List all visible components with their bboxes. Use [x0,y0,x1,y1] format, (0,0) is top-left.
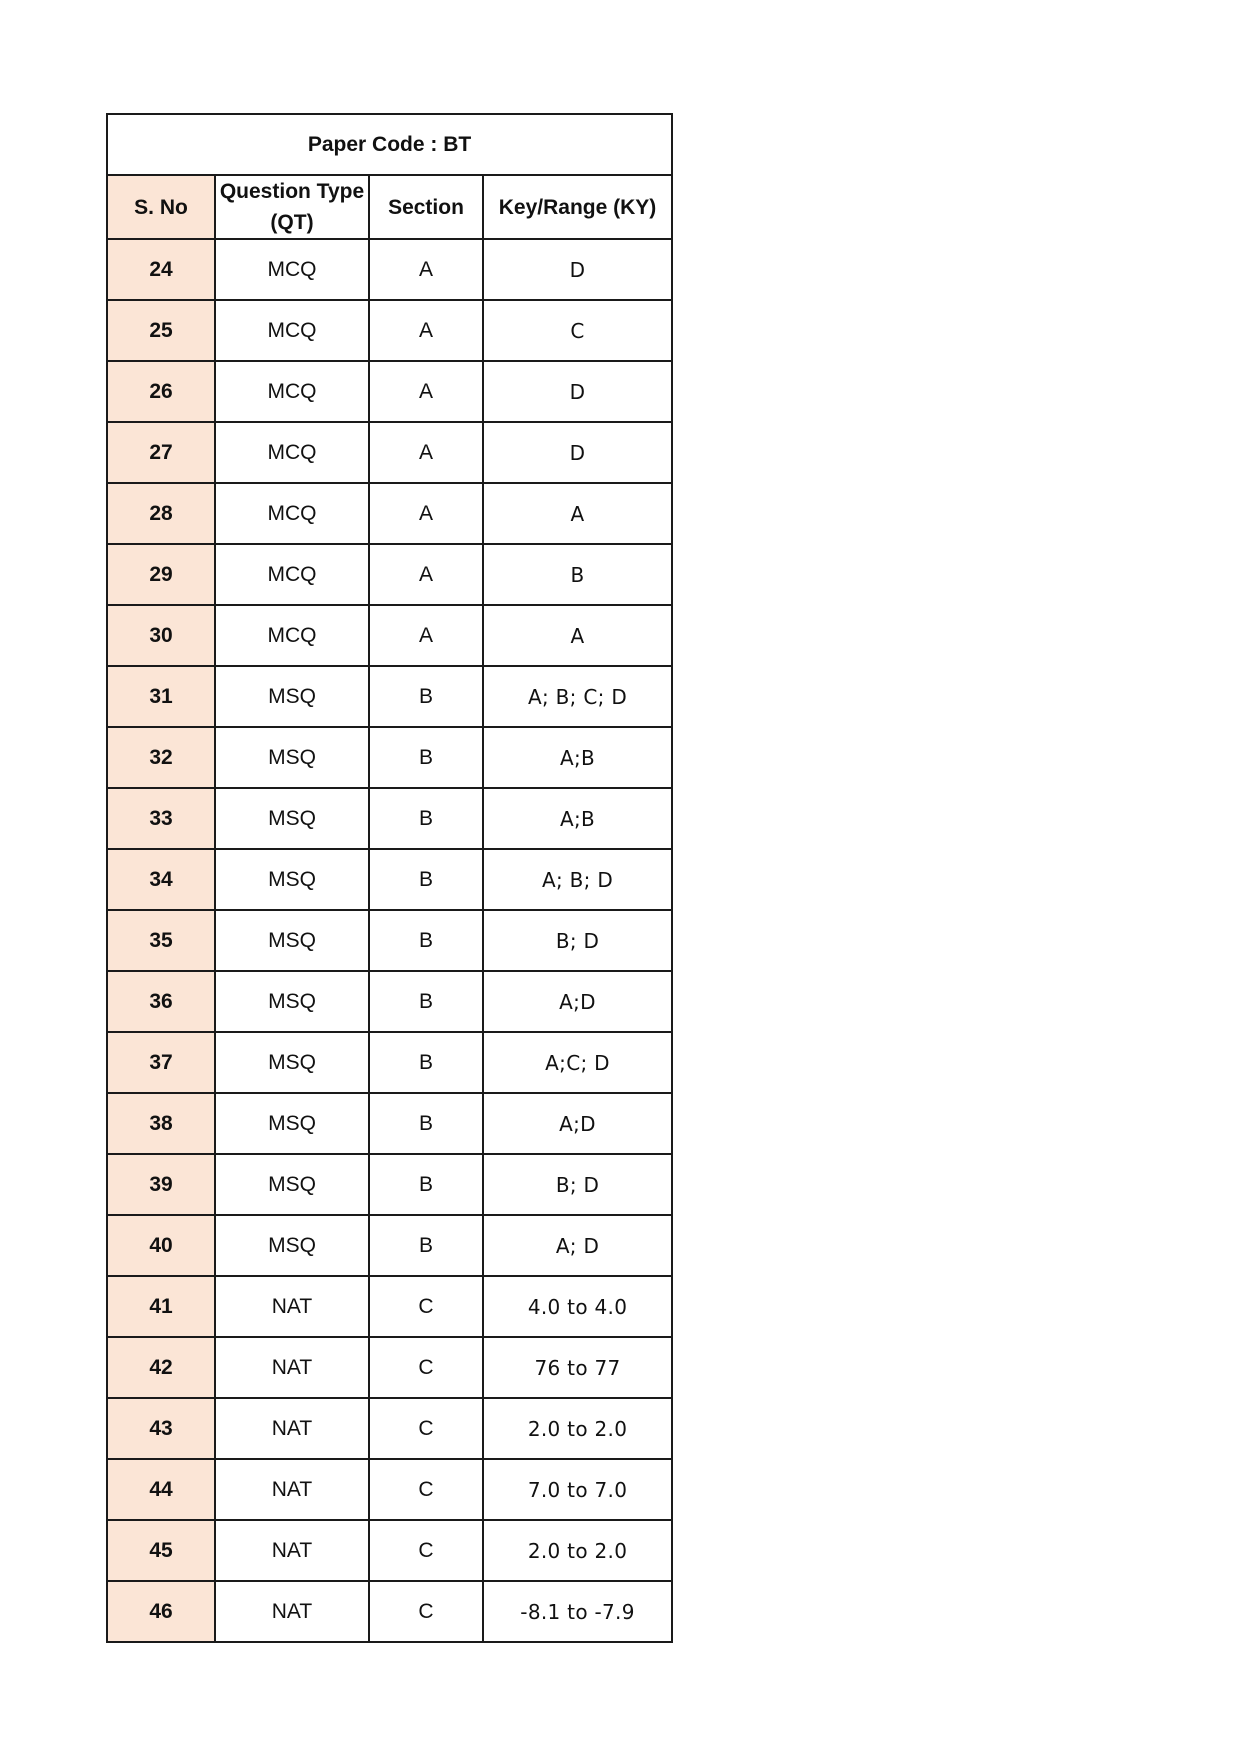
section-cell: A [369,605,483,666]
question-type-cell: MCQ [215,239,369,300]
sno-cell: 31 [107,666,215,727]
section-cell: C [369,1581,483,1642]
question-type-cell: NAT [215,1581,369,1642]
sno-cell: 36 [107,971,215,1032]
key-range-cell: 76 to 77 [483,1337,672,1398]
question-type-cell: MCQ [215,544,369,605]
sno-cell: 27 [107,422,215,483]
table-row [107,910,672,971]
key-range-cell: C [483,300,672,361]
question-type-cell: MCQ [215,300,369,361]
table-row [107,1459,672,1520]
section-cell: A [369,300,483,361]
table-row [107,788,672,849]
table-row [107,605,672,666]
sno-cell: 24 [107,239,215,300]
question-type-cell: NAT [215,1398,369,1459]
header-question-type: Question Type (QT) [215,175,369,239]
section-cell: A [369,544,483,605]
section-cell: C [369,1398,483,1459]
question-type-cell: MCQ [215,605,369,666]
table-row [107,1276,672,1337]
sno-cell: 34 [107,849,215,910]
question-type-cell: MSQ [215,1215,369,1276]
sno-cell: 32 [107,727,215,788]
key-range-cell: D [483,422,672,483]
section-cell: A [369,239,483,300]
sno-cell: 43 [107,1398,215,1459]
question-type-cell: MCQ [215,361,369,422]
section-cell: B [369,910,483,971]
table-row [107,1093,672,1154]
question-type-cell: MSQ [215,666,369,727]
section-cell: C [369,1459,483,1520]
table-row [107,483,672,544]
key-range-cell: 2.0 to 2.0 [483,1520,672,1581]
table-row [107,1337,672,1398]
header-key-range: Key/Range (KY) [483,175,672,239]
sno-cell: 35 [107,910,215,971]
question-type-cell: MCQ [215,422,369,483]
key-range-cell: -8.1 to -7.9 [483,1581,672,1642]
sno-cell: 28 [107,483,215,544]
section-cell: B [369,727,483,788]
question-type-cell: MSQ [215,849,369,910]
question-type-cell: MSQ [215,910,369,971]
key-range-cell: A; B; C; D [483,666,672,727]
sno-cell: 30 [107,605,215,666]
sno-cell: 42 [107,1337,215,1398]
header-section: Section [369,175,483,239]
key-range-cell: A;B [483,788,672,849]
table-body [107,239,672,1642]
key-range-cell: B [483,544,672,605]
question-type-cell: MSQ [215,971,369,1032]
key-range-cell: A; D [483,1215,672,1276]
key-range-cell: A [483,605,672,666]
key-range-cell: A [483,483,672,544]
key-range-cell: A;C; D [483,1032,672,1093]
key-range-cell: 2.0 to 2.0 [483,1398,672,1459]
title-row [107,114,672,175]
table-row [107,1398,672,1459]
section-cell: C [369,1276,483,1337]
section-cell: B [369,849,483,910]
section-cell: C [369,1520,483,1581]
sno-cell: 37 [107,1032,215,1093]
sno-cell: 29 [107,544,215,605]
key-range-cell: 7.0 to 7.0 [483,1459,672,1520]
section-cell: A [369,422,483,483]
sno-cell: 41 [107,1276,215,1337]
answer-key-sheet [106,113,671,1643]
section-cell: B [369,788,483,849]
section-cell: B [369,1032,483,1093]
question-type-cell: MSQ [215,1154,369,1215]
sno-cell: 40 [107,1215,215,1276]
section-cell: A [369,361,483,422]
table-row [107,1581,672,1642]
key-range-cell: A;D [483,971,672,1032]
table-row [107,544,672,605]
sno-cell: 38 [107,1093,215,1154]
table-row [107,849,672,910]
table-row [107,300,672,361]
question-type-cell: MSQ [215,1032,369,1093]
sno-cell: 33 [107,788,215,849]
section-cell: B [369,971,483,1032]
key-range-cell: A; B; D [483,849,672,910]
sno-cell: 39 [107,1154,215,1215]
table-row [107,422,672,483]
key-range-cell: A;D [483,1093,672,1154]
key-range-cell: B; D [483,910,672,971]
key-range-cell: D [483,239,672,300]
question-type-cell: MCQ [215,483,369,544]
sno-cell: 46 [107,1581,215,1642]
table-row [107,1520,672,1581]
section-cell: B [369,1154,483,1215]
question-type-cell: MSQ [215,727,369,788]
sno-cell: 45 [107,1520,215,1581]
table-row [107,239,672,300]
header-sno: S. No [107,175,215,239]
section-cell: B [369,666,483,727]
question-type-cell: NAT [215,1459,369,1520]
sno-cell: 26 [107,361,215,422]
key-range-cell: 4.0 to 4.0 [483,1276,672,1337]
section-cell: B [369,1093,483,1154]
question-type-cell: NAT [215,1276,369,1337]
table-row [107,1215,672,1276]
table-row [107,361,672,422]
question-type-cell: NAT [215,1520,369,1581]
sno-cell: 44 [107,1459,215,1520]
table-row [107,727,672,788]
key-range-cell: B; D [483,1154,672,1215]
table-row [107,1154,672,1215]
question-type-cell: MSQ [215,1093,369,1154]
table-row [107,1032,672,1093]
header-row [107,175,672,239]
key-range-cell: D [483,361,672,422]
table-row [107,666,672,727]
table-row [107,971,672,1032]
key-range-cell: A;B [483,727,672,788]
paper-code-title: Paper Code : BT [107,114,672,175]
section-cell: B [369,1215,483,1276]
sno-cell: 25 [107,300,215,361]
answer-key-table [106,113,673,1643]
section-cell: C [369,1337,483,1398]
question-type-cell: NAT [215,1337,369,1398]
section-cell: A [369,483,483,544]
question-type-cell: MSQ [215,788,369,849]
